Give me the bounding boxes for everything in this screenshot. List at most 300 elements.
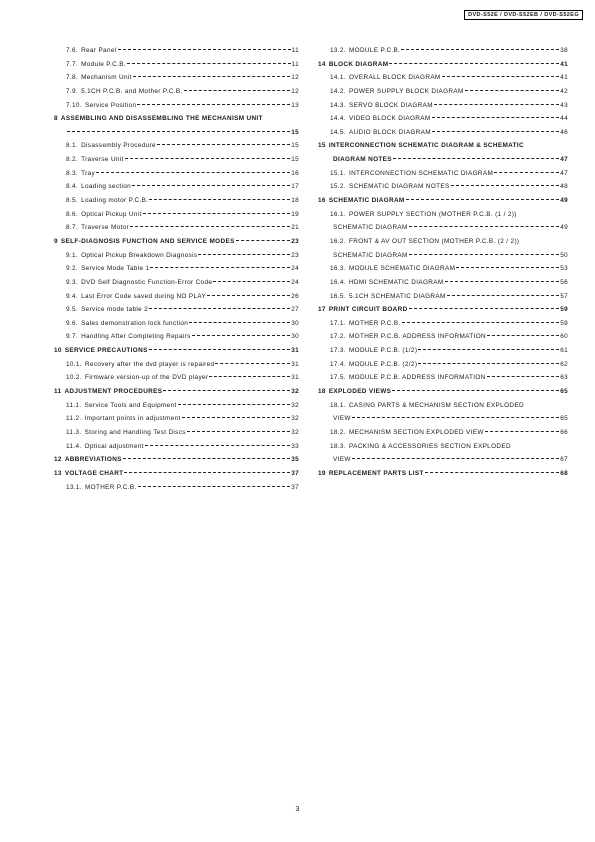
toc-entry-title: Mechanism Unit [81,74,132,82]
toc-entry-page: 11 [291,60,299,68]
toc-entry-page: 26 [291,292,299,300]
toc-entry-title: PACKING & ACCESSORIES SECTION EXPLODED [348,442,511,450]
toc-entry[interactable] [318,415,568,429]
toc-entry-number: 14.4. [330,115,346,123]
toc-leader-line [182,417,291,418]
toc-leader-line [178,404,291,405]
toc-entry-number: 8 [54,115,58,123]
toc-entry-number: 9.3. [66,278,79,286]
toc-leader-line [127,63,291,64]
toc-leader-line [409,308,560,309]
toc-entry[interactable] [318,238,568,252]
toc-entry-page: 61 [560,347,568,355]
toc-entry-number: 12 [54,456,62,464]
toc-leader-line [389,63,559,64]
toc-entry-page: 63 [560,374,568,382]
toc-entry-title: Loading motor P.C.B. [81,197,149,205]
toc-entry-title: 5.1CH P.C.B. and Mother P.C.B. [81,87,183,95]
toc-entry[interactable] [54,74,299,88]
toc-entry-number: 10.1. [66,360,82,368]
toc-leader-line [352,458,559,459]
toc-entry-title: Service mode table 2 [81,306,149,314]
toc-entry-number: 17.3. [330,347,346,355]
page-number: 3 [295,806,300,813]
toc-entry[interactable] [318,170,568,184]
toc-entry-title: MECHANISM SECTION EXPLODED VIEW [348,428,484,436]
toc-entry[interactable] [318,102,568,116]
toc-entry-number: 16.2. [330,237,346,245]
toc-entry-number: 17.1. [330,319,346,327]
toc-leader-line [406,199,560,200]
toc-entry-number: 9.4. [66,292,79,300]
toc-entry-page: 50 [560,251,568,259]
toc-entry-number: 7.10. [66,101,82,109]
toc-entry[interactable] [318,374,568,388]
toc-entry-number: 17.4. [330,360,346,368]
toc-entry-number: 11.1. [66,401,82,409]
toc-entry-number: 17.5. [330,374,346,382]
toc-entry[interactable] [54,388,299,402]
toc-leader-line [487,335,559,336]
toc-entry-page: 15 [291,156,299,164]
toc-entry[interactable] [54,320,299,334]
toc-entry-page: 38 [560,47,568,54]
toc-leader-line [163,390,290,391]
toc-entry[interactable] [318,429,568,443]
toc-entry[interactable] [54,142,299,156]
toc-entry-title: Optical adjustment [84,442,144,450]
toc-entry-title: HDMI SCHEMATIC DIAGRAM [348,278,444,286]
toc-leader-line [487,376,560,377]
toc-entry-number: 9.1. [66,251,79,259]
toc-entry-number: 11.4. [66,442,82,450]
toc-leader-line [189,322,290,323]
toc-entry-page: 49 [560,197,568,205]
toc-leader-line [96,172,290,173]
toc-entry-number: 9.7. [66,333,79,341]
toc-entry-number: 8.3. [66,169,79,177]
toc-entry-title: Service Mode Table 1 [81,265,150,273]
toc-leader-line [456,267,559,268]
toc-entry-page: 53 [560,265,568,273]
toc-entry-title: VIEW [333,415,351,423]
toc-leader-line [150,267,290,268]
toc-entry-page: 67 [560,456,568,464]
toc-entry-number: 14.2. [330,87,346,95]
toc-entry-number: 16.5. [330,292,346,300]
toc-entry-number: 16.3. [330,265,346,273]
toc-entry-page: 35 [291,456,299,464]
toc-entry-title: SCHEMATIC DIAGRAM [328,197,405,205]
toc-entry-title: ABBREVIATIONS [64,456,122,464]
toc-entry-number: 16.4. [330,278,346,286]
toc-leader-line [145,445,290,446]
toc-entry-title: Tray [81,169,96,177]
toc-leader-line [124,472,290,473]
toc-entry-page: 18 [291,197,299,205]
toc-entry-page: 47 [560,156,568,164]
toc-leader-line [485,431,559,432]
toc-leader-line [418,363,559,364]
toc-entry-number: 9.5. [66,306,79,314]
toc-leader-line [352,417,559,418]
toc-entry-title: Handling After Completing Repairs [81,333,191,341]
toc-leader-line [130,226,290,227]
toc-leader-line [425,472,559,473]
toc-entry-page: 68 [560,469,568,477]
toc-leader-line [213,281,290,282]
toc-entry-title: VIEW [333,456,351,464]
toc-entry-title: MODULE P.C.B. ADDRESS INFORMATION [348,374,486,382]
toc-entry[interactable] [54,333,299,347]
toc-entry[interactable] [54,47,299,61]
toc-entry-page: 59 [560,306,568,314]
toc-entry[interactable] [318,265,568,279]
toc-entry-page: 30 [291,319,299,327]
toc-leader-line [207,295,290,296]
toc-entry[interactable] [54,88,299,102]
toc-entry-title: Sales demonstration lock function [81,319,189,327]
toc-entry-title: OVERALL BLOCK DIAGRAM [348,74,441,82]
toc-entry-number: 15.2. [330,183,346,191]
toc-entry-page: 41 [560,60,568,68]
toc-entry-number: 18.2. [330,428,346,436]
toc-entry-title: POWER SUPPLY BLOCK DIAGRAM [348,87,464,95]
toc-entry-title: 5.1CH SCHEMATIC DIAGRAM [348,292,446,300]
toc-entry-number: 14.1. [330,74,346,82]
toc-entry[interactable] [54,279,299,293]
toc-entry-number: 17 [318,306,326,314]
toc-entry-title: Disassembly Procedure [81,142,156,150]
toc-entry[interactable] [54,470,299,484]
toc-entry-number: 14 [318,60,326,68]
toc-entry[interactable] [318,456,568,470]
toc-left-column [54,47,299,497]
toc-entry[interactable] [318,47,568,61]
toc-leader-line [432,117,560,118]
toc-entry-title: Last Error Code saved during NO PLAY [81,292,207,300]
toc-entry-title: ADJUSTMENT PROCEDURES [64,388,163,396]
toc-entry[interactable] [54,429,299,443]
toc-entry-title: Rear Panel [81,47,117,54]
toc-entry-page: 15 [291,128,299,136]
toc-leader-line [137,104,290,105]
toc-entry-title: INTERCONNECTION SCHEMATIC DIAGRAM [348,169,494,177]
toc-entry-title: POWER SUPPLY SECTION (MOTHER P.C.B. (1 / 2)) [348,210,517,218]
toc-entry[interactable] [318,156,568,170]
toc-entry[interactable] [54,402,299,416]
toc-entry[interactable] [54,129,299,143]
toc-entry-title: Traverse Motor [81,224,130,232]
toc-entry-title: Firmware version-up of the DVD player [84,374,209,382]
toc-entry-title: CASING PARTS & MECHANISM SECTION EXPLODED [348,401,524,409]
toc-entry-page: 12 [291,87,299,95]
toc-entry-title: Service Position [84,101,137,109]
toc-entry-page: 32 [291,401,299,409]
toc-entry-title: FRONT & AV OUT SECTION (MOTHER P.C.B. (2 / 2)) [348,237,520,245]
toc-entry-number: 9 [54,237,58,245]
toc-leader-line [118,49,291,50]
toc-entry-page: 32 [291,388,299,396]
toc-entry-title: SCHEMATIC DIAGRAM [333,224,408,232]
toc-entry-page: 49 [560,224,568,232]
toc-entry-title: INTERCONNECTION SCHEMATIC DIAGRAM & SCHEMATIC [328,142,524,150]
toc-entry-page: 11 [291,47,299,54]
toc-leader-line [432,131,559,132]
toc-entry[interactable] [54,484,299,498]
toc-entry[interactable] [318,361,568,375]
toc-entry-number: 11.2. [66,415,82,423]
toc-entry[interactable] [318,183,568,197]
toc-leader-line [215,363,290,364]
toc-entry-title: Traverse Unit [81,156,124,164]
toc-entry-page: 30 [291,333,299,341]
toc-entry-title: MODULE P.C.B. [348,47,401,54]
toc-entry-number: 7.6. [66,47,79,54]
toc-entry-page: 47 [560,169,568,177]
toc-entry-page: 13 [291,101,299,109]
toc-entry-number: 8.4. [66,183,79,191]
toc-leader-line [123,458,290,459]
toc-leader-line [149,199,290,200]
toc-entry-number: 13.1. [66,483,82,491]
toc-entry[interactable] [318,211,568,225]
toc-entry-page: 37 [291,469,299,477]
toc-leader-line [184,90,291,91]
toc-entry-page: 66 [560,428,568,436]
toc-leader-line [409,226,559,227]
toc-entry-number: 8.6. [66,210,79,218]
toc-leader-line [434,104,559,105]
toc-entry-page: 60 [560,333,568,341]
toc-entry-number: 7.8. [66,74,79,82]
toc-leader-line [209,376,290,377]
toc-entry-title: Service Tools and Equipment [84,401,177,409]
toc-entry[interactable] [54,238,299,252]
toc-leader-line [192,335,291,336]
toc-entry[interactable] [54,252,299,266]
toc-entry-page: 23 [291,251,299,259]
toc-entry[interactable] [318,443,568,457]
toc-leader-line [447,295,560,296]
toc-entry[interactable] [54,61,299,75]
toc-entry[interactable] [318,74,568,88]
toc-leader-line [149,349,290,350]
toc-entry[interactable] [318,320,568,334]
toc-entry-number: 7.9. [66,87,79,95]
toc-entry-page: 16 [291,169,299,177]
toc-entry[interactable] [318,333,568,347]
toc-entry-page: 31 [291,374,299,382]
toc-entry[interactable] [318,347,568,361]
toc-entry[interactable] [318,197,568,211]
toc-entry-page: 33 [291,442,299,450]
toc-entry-title: SCHEMATIC DIAGRAM [333,251,408,259]
toc-entry-title: AUDIO BLOCK DIAGRAM [348,128,431,136]
toc-entry-number: 18.1. [330,401,346,409]
toc-entry[interactable] [54,224,299,238]
toc-right-column [318,47,568,484]
toc-entry-page: 31 [291,360,299,368]
toc-leader-line [445,281,560,282]
toc-entry-title: MOTHER P.C.B. [84,483,137,491]
toc-entry-number: 9.2. [66,265,79,273]
toc-entry-title: MOTHER P.C.B. [348,319,401,327]
toc-entry-page: 42 [560,87,568,95]
toc-entry-number: 14.3. [330,101,346,109]
model-number-box: DVD-S52E / DVD-S52EB / DVD-S52EG [464,10,583,20]
toc-entry-title: SERVICE PRECAUTIONS [64,347,148,355]
toc-entry-page: 17 [291,183,299,191]
toc-leader-line [393,158,559,159]
toc-entry-title: PRINT CIRCUIT BOARD [328,306,408,314]
toc-entry[interactable] [54,197,299,211]
toc-entry-page: 41 [560,74,568,82]
toc-entry[interactable] [54,265,299,279]
toc-entry[interactable] [318,224,568,238]
toc-entry-title: VOLTAGE CHART [64,469,124,477]
toc-entry[interactable] [54,415,299,429]
toc-entry-title: REPLACEMENT PARTS LIST [328,469,424,477]
toc-entry-title: DIAGRAM NOTES [333,156,392,164]
toc-entry-number: 11.3. [66,428,82,436]
toc-leader-line [125,158,290,159]
toc-entry[interactable] [318,388,568,402]
toc-entry-number: 9.6. [66,319,79,327]
toc-entry-page: 31 [291,347,299,355]
toc-entry-number: 18 [318,388,326,396]
toc-entry[interactable] [318,142,568,156]
toc-leader-line [402,322,560,323]
toc-entry[interactable] [54,211,299,225]
toc-entry[interactable] [318,402,568,416]
toc-entry-page: 59 [560,319,568,327]
toc-entry-title: SELF-DIAGNOSIS FUNCTION AND SERVICE MODES [60,237,235,245]
toc-entry-title: Loading section [81,183,132,191]
toc-entry-title: VIDEO BLOCK DIAGRAM [348,115,431,123]
toc-entry-page: 37 [291,483,299,491]
toc-entry-page: 65 [560,415,568,423]
toc-entry-number: 15.1. [330,169,346,177]
toc-entry-title: MODULE SCHEMATIC DIAGRAM [348,265,456,273]
toc-entry-number: 8.1. [66,142,79,150]
toc-entry-number: 16.1. [330,210,346,218]
toc-entry[interactable] [318,61,568,75]
toc-entry-page: 44 [560,115,568,123]
toc-entry-title: DVD Self Diagnostic Function-Error Code [81,278,213,286]
toc-leader-line [133,76,290,77]
toc-entry[interactable] [318,279,568,293]
toc-entry-title: MODULE P.C.B. (2/2) [348,360,418,368]
toc-entry-title: Recovery after the dvd player is repaired [84,360,215,368]
toc-entry-page: 32 [291,415,299,423]
toc-entry[interactable] [54,456,299,470]
toc-entry-number: 11 [54,388,62,396]
toc-entry[interactable] [54,306,299,320]
toc-entry[interactable] [318,129,568,143]
toc-entry-page: 27 [291,306,299,314]
toc-entry-page: 48 [560,183,568,191]
toc-entry[interactable] [318,293,568,307]
toc-entry[interactable] [318,470,568,484]
toc-entry-title: Optical Pickup Unit [81,210,142,218]
toc-entry-title: SERVO BLOCK DIAGRAM [348,101,433,109]
toc-entry-number: 19 [318,469,326,477]
toc-entry-number: 15 [318,142,326,150]
toc-entry[interactable] [54,347,299,361]
toc-leader-line [138,486,291,487]
toc-leader-line [442,76,560,77]
toc-entry-page: 15 [291,142,299,150]
toc-entry-page: 62 [560,360,568,368]
toc-entry[interactable] [54,374,299,388]
toc-entry-page: 43 [560,101,568,109]
toc-entry-title: MOTHER P.C.B. ADDRESS INFORMATION [348,333,486,341]
toc-leader-line [67,131,290,132]
toc-leader-line [465,90,560,91]
toc-entry-title: Storing and Handling Test Discs [84,428,186,436]
toc-entry-title: Optical Pickup Breakdown Diagnosis [81,251,198,259]
toc-leader-line [149,308,290,309]
toc-entry-page: 56 [560,278,568,286]
toc-leader-line [143,213,290,214]
toc-entry[interactable] [54,115,299,129]
toc-entry[interactable] [318,88,568,102]
toc-entry-page: 65 [560,388,568,396]
toc-entry-title: Important points in adjustment [84,415,181,423]
toc-entry[interactable] [318,306,568,320]
toc-entry-title: ASSEMBLING AND DISASSEMBLING THE MECHANISM UNIT [60,115,263,123]
toc-leader-line [157,144,290,145]
toc-entry-page: 23 [291,237,299,245]
toc-leader-line [494,172,559,173]
toc-entry-number: 8.2. [66,156,79,164]
toc-entry[interactable] [54,156,299,170]
toc-leader-line [409,254,559,255]
toc-entry-page: 12 [291,74,299,82]
toc-entry-page: 46 [560,128,568,136]
toc-entry-number: 16 [318,197,326,205]
toc-entry[interactable] [54,183,299,197]
toc-entry-number: 10.2. [66,374,82,382]
toc-entry-number: 8.7. [66,224,79,232]
toc-entry-page: 57 [560,292,568,300]
toc-leader-line [418,349,559,350]
toc-entry-title: BLOCK DIAGRAM [328,60,389,68]
toc-entry[interactable] [54,170,299,184]
toc-leader-line [132,185,290,186]
toc-entry[interactable] [318,252,568,266]
toc-leader-line [236,240,291,241]
toc-entry-page: 21 [291,224,299,232]
toc-leader-line [392,390,559,391]
toc-entry-number: 10 [54,347,62,355]
toc-entry-page: 24 [291,278,299,286]
toc-leader-line [198,254,290,255]
toc-entry[interactable] [54,443,299,457]
toc-leader-line [401,49,559,50]
toc-entry-number: 14.5. [330,128,346,136]
toc-entry[interactable] [318,115,568,129]
toc-entry-number: 13 [54,469,62,477]
toc-entry-page: 19 [291,210,299,218]
toc-leader-line [451,185,560,186]
toc-entry[interactable] [54,361,299,375]
toc-leader-line [187,431,290,432]
toc-entry[interactable] [54,293,299,307]
toc-entry-number: 17.2. [330,333,346,341]
toc-entry[interactable] [54,102,299,116]
